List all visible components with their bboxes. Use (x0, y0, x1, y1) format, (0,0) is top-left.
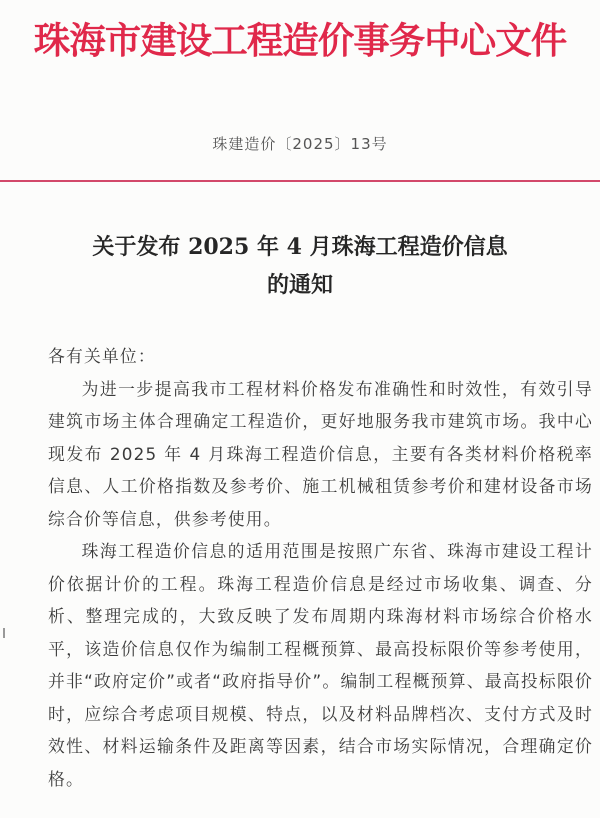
body-paragraph-1: 为进一步提高我市工程材料价格发布准确性和时效性，有效引导建筑市场主体合理确定工程造价，更好地服务我市建筑市场。我中心现发布 2025 年 4 月珠海工程造价信息，主要有各类材料价格税率信息、人工价格指数及参考价、施工机械租赁参考价和建材设备市场综合价等信息，供参考使用。 (48, 378, 593, 529)
document-number: 珠建造价〔2025〕13号 (212, 135, 388, 153)
notice-title-line-2: 的通知 (266, 272, 333, 298)
scan-edge-mark (3, 628, 5, 638)
issuer-title: 珠海市建设工程造价事务中心文件 (33, 19, 567, 62)
red-divider-line (0, 180, 600, 182)
notice-title (0, 228, 600, 304)
body-paragraph-2: 珠海工程造价信息的适用范围是按照广东省、珠海市建设工程计价依据计价的工程。珠海工程造价信息是经过市场收集、调查、分析、整理完成的，大致反映了发布周期内珠海材料市场综合价格水平，该造价信息仅作为编制工程概预算、最高投标限价等参考使用，并非“政府定价”或者“政府指导价”。编制工程概预算、最高投标限价时，应综合考虑项目规模、特点，以及材料品牌档次、支付方式及时效性、材料运输条件及距离等因素，结合市场实际情况，合理确定价格。 (48, 541, 593, 789)
salutation: 各有关单位： (48, 346, 156, 366)
notice-title-line-1: 关于发布 2025 年 4 月珠海工程造价信息 (92, 234, 508, 260)
document-body (48, 340, 593, 795)
